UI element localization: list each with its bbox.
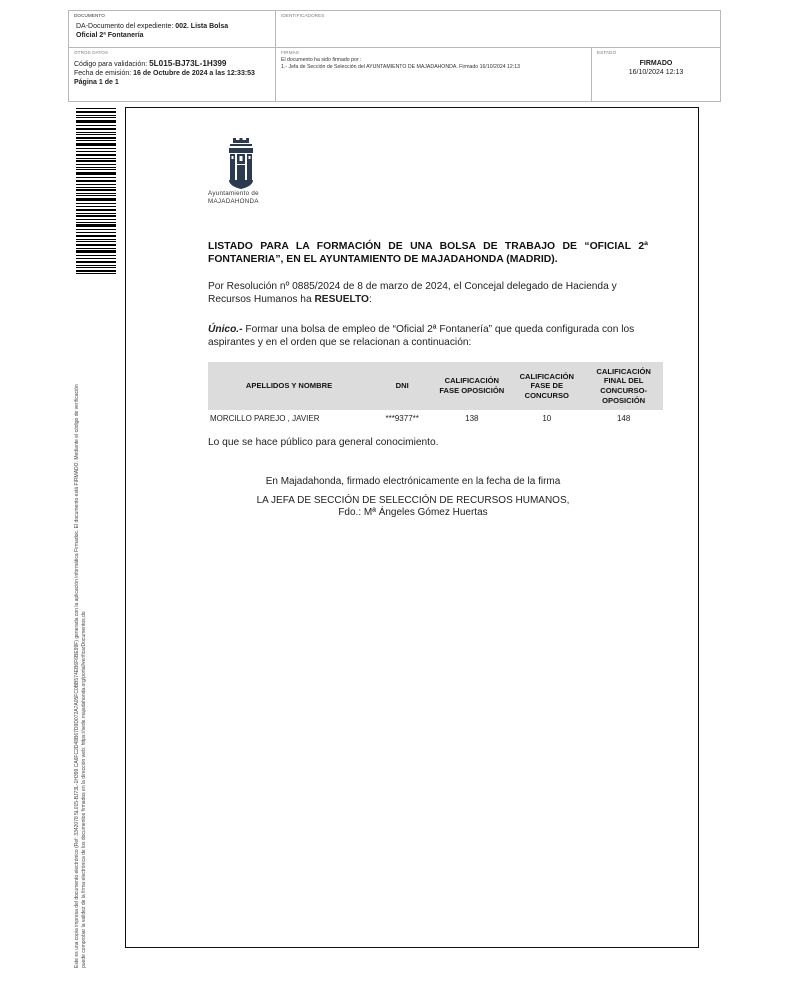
estado-date: 16/10/2024 12:13 — [628, 69, 684, 76]
barcode-bar — [76, 184, 116, 185]
barcode-bar — [76, 222, 116, 223]
barcode-bar — [76, 120, 116, 123]
barcode-bar — [76, 117, 116, 118]
barcode-bar — [76, 235, 116, 237]
barcode-bar — [76, 140, 116, 141]
documento-cell — [69, 11, 275, 47]
col-header-dni: DNI — [370, 362, 434, 410]
resolution-text: Por Resolución nº 0885/2024 de 8 de marzo de 2024, el Concejal delegado de Hacienda y Recursos Humanos ha — [208, 281, 617, 305]
document-page — [125, 107, 699, 948]
barcode-bar — [76, 143, 116, 146]
barcode-bar — [76, 115, 116, 116]
identificadores-label: IDENTIFICADORES — [281, 13, 325, 18]
ayuntamiento-coat-of-arms-icon — [209, 138, 273, 190]
cell-dni: ***9377** — [385, 414, 419, 423]
barcode-bar — [76, 167, 116, 168]
pagina-indicator: Página 1 de 1 — [74, 79, 119, 86]
logo-line-1: Ayuntamiento de — [208, 190, 259, 197]
barcode-bar — [76, 160, 116, 162]
barcode-bar — [76, 229, 116, 230]
firmas-line-2: 1.- Jefa de Sección de Selección del AYUNTAMIENTO DE MAJADAHONDA. Firmado 16/10/2024 12:13 — [281, 64, 521, 70]
cell-final: 148 — [616, 414, 631, 423]
documento-name-2: Oficial 2ª Fontanería — [76, 32, 144, 39]
barcode-bar — [76, 164, 116, 165]
candidates-table — [208, 362, 663, 428]
barcode-bar — [76, 148, 116, 149]
codigo-validacion-label: Código para validación: — [74, 61, 150, 68]
barcode-bar — [76, 203, 116, 204]
unico-text: Formar una bolsa de empleo de “Oficial 2ª Fontanería” que queda configurada con los aspirantes y en el orden que se relacionan a continuación: — [208, 324, 635, 348]
validation-barcode — [76, 108, 116, 276]
barcode-bar — [76, 267, 116, 268]
barcode-bar — [76, 213, 116, 214]
table-header-row — [208, 362, 663, 410]
barcode-bar — [76, 219, 116, 220]
barcode-bar — [76, 132, 116, 133]
documento-name: 002. Lista Bolsa — [175, 23, 229, 30]
otros-datos-cell — [69, 48, 275, 101]
col-header-nombre: APELLIDOS Y NOMBRE — [208, 362, 370, 410]
fecha-emision-label: Fecha de emisión: — [74, 70, 134, 77]
barcode-bar — [76, 224, 116, 227]
barcode-bar — [76, 241, 116, 242]
barcode-bar — [76, 154, 116, 156]
table-row — [208, 410, 663, 428]
logo-line-2: MAJADAHONDA — [208, 198, 259, 205]
barcode-bar — [76, 270, 116, 272]
barcode-bar — [76, 111, 116, 113]
document-metadata-header — [68, 10, 721, 102]
barcode-bar — [76, 261, 116, 263]
barcode-bar — [76, 239, 116, 240]
cell-nombre: MORCILLO PAREJO , JAVIER — [210, 414, 320, 423]
firmas-line-1: El documento ha sido firmado por : — [281, 57, 362, 63]
barcode-bar — [76, 258, 116, 259]
barcode-bar — [76, 125, 116, 126]
document-title: LISTADO PARA LA FORMACIÓN DE UNA BOLSA DE TRABAJO DE “OFICIAL 2ª FONTANERIA”, EN EL AYUNTAMIENTO DE MAJADAHONDA (MADRID). — [208, 241, 648, 265]
estado-label: ESTADO — [597, 50, 617, 55]
margin-text-line-2: puede comprobar la validez de la firma electrónica de los documentos firmados en la dirección web: https://sede.majadahonda.org/portal/verificarDocumentos.do — [81, 611, 87, 968]
codigo-validacion[interactable]: 5L015-BJ73L-1H399 — [149, 59, 227, 68]
firmas-cell — [276, 48, 591, 101]
documento-label: DOCUMENTO — [74, 13, 105, 18]
barcode-bar — [76, 137, 116, 139]
closing-text: Lo que se hace público para general conocimiento. — [208, 437, 439, 448]
estado-value: FIRMADO — [639, 60, 673, 67]
cell-oposicion: 138 — [465, 414, 479, 423]
unico-label: Único.- — [208, 324, 243, 335]
barcode-bar — [76, 187, 116, 188]
barcode-bar — [76, 265, 116, 266]
resuelto-word: RESUELTO — [314, 294, 369, 305]
firmas-label: FIRMAS — [281, 50, 299, 55]
barcode-bar — [76, 172, 116, 175]
signature-place-line: En Majadahonda, firmado electrónicamente en la fecha de la firma — [265, 476, 561, 487]
barcode-bar — [76, 198, 116, 201]
col-header-final: CALIFICACIÓN FINAL DEL CONCURSO-OPOSICIÓN — [584, 362, 663, 410]
barcode-bar — [76, 195, 116, 196]
resolution-end: : — [368, 294, 372, 305]
barcode-bar — [76, 193, 116, 194]
barcode-bar — [76, 232, 116, 233]
barcode-bar — [76, 180, 116, 182]
barcode-bar — [76, 177, 116, 178]
barcode-bar — [76, 255, 116, 256]
barcode-bar — [76, 158, 116, 159]
barcode-bar — [76, 250, 116, 253]
estado-cell — [592, 48, 720, 101]
barcode-bar — [76, 248, 116, 249]
barcode-bar — [76, 134, 116, 135]
ayuntamiento-logo-caption — [208, 190, 278, 206]
barcode-bar — [76, 128, 116, 130]
resolution-paragraph — [208, 280, 656, 306]
col-header-fase-oposicion: CALIFICACIÓN FASE OPOSICIÓN — [434, 362, 509, 410]
fecha-emision: 16 de Octubre de 2024 a las 12:33:53 — [133, 70, 255, 77]
documento-prefix: DA-Documento del expediente: — [76, 23, 176, 30]
signer-name: Fdo.: Mª Ángeles Gómez Huertas — [338, 507, 488, 518]
cell-concurso: 10 — [542, 414, 552, 423]
col-header-fase-concurso: CALIFICACIÓN FASE DE CONCURSO — [509, 362, 584, 410]
verification-margin-text — [74, 278, 88, 968]
barcode-bar — [76, 189, 116, 191]
barcode-bar — [76, 215, 116, 217]
signer-role: LA JEFA DE SECCIÓN DE SELECCIÓN DE RECURSOS HUMANOS, — [256, 495, 570, 506]
barcode-bar — [76, 108, 116, 109]
barcode-bar — [76, 151, 116, 152]
barcode-bar — [76, 206, 116, 207]
barcode-bar — [76, 273, 116, 274]
barcode-bar — [76, 169, 116, 170]
barcode-bar — [76, 244, 116, 246]
otros-datos-label: OTROS DATOS — [74, 50, 109, 55]
identificadores-cell — [276, 11, 720, 47]
barcode-bar — [76, 209, 116, 211]
margin-text-line-1: Este es una copia impresa del documento electrónico (Ref: 3342078 5L015-BJ73L-1H399 CA6FC2D48B67D9D072A7A05FC0BB574EB6F6BE99F) generada con la aplicación informática Firmadoc. El documento está FIRMADO. Mediante el código de verificación — [74, 384, 80, 968]
unico-paragraph — [208, 323, 656, 349]
